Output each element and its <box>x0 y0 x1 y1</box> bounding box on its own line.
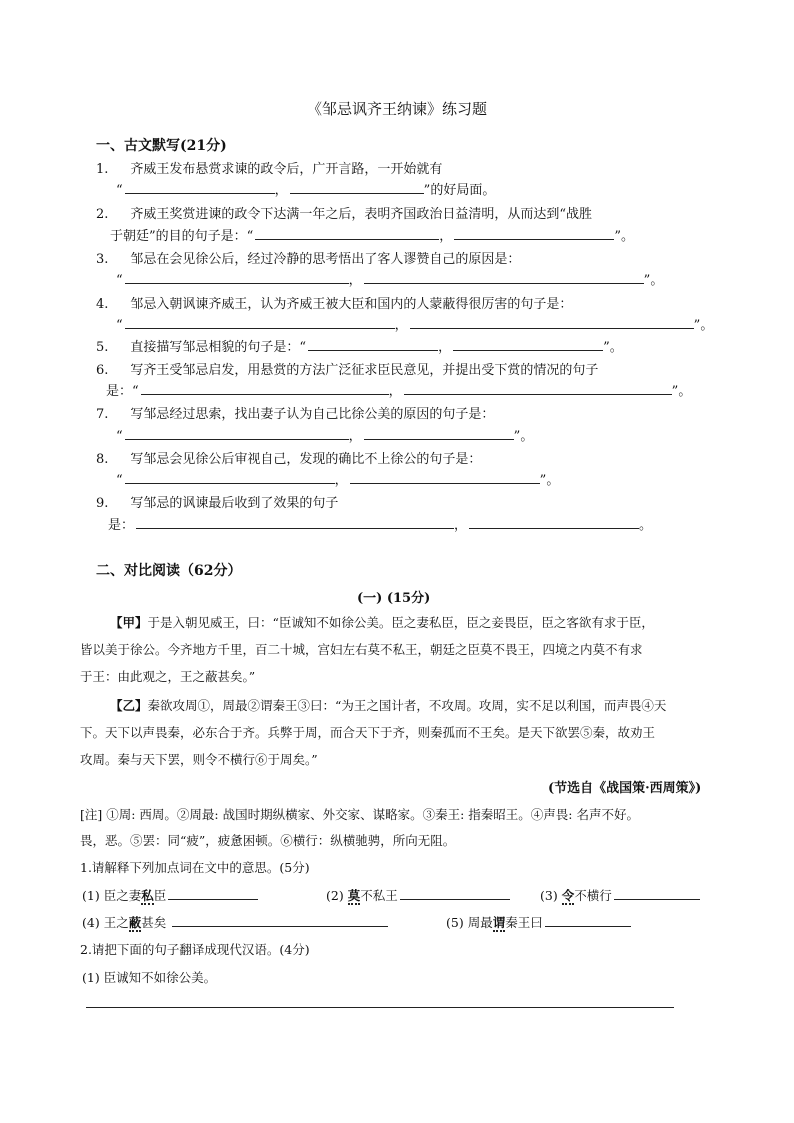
q7-line2: “ ， ”。 <box>116 425 533 444</box>
q6-line1: 6. 写齐王受邹忌启发，用悬赏的方法广泛征求臣民意见，并提出受下赏的情况的句子 <box>96 363 599 378</box>
q4-line2: “ ， ”。 <box>116 314 713 333</box>
answer-blank[interactable] <box>125 269 349 284</box>
q5-line1: 5. 直接描写邹忌相貌的句子是：“ ， ”。 <box>96 336 623 355</box>
passage-jia-line3: 于王：由此观之，王之蔽甚矣。” <box>80 669 256 684</box>
subsection-heading: (一) (15分) <box>357 591 431 606</box>
q2-line2: 于朝廷”的目的句子是：“ ， ”。 <box>110 225 634 244</box>
passage-jia-line1: 【甲】于是入朝见威王，曰：“臣诚知不如徐公美。臣之妻私臣，臣之妾畏臣，臣之客欲有求于臣， <box>110 615 654 630</box>
answer-blank[interactable] <box>141 380 389 395</box>
vocab-item-5: (5) 周最谓秦王曰 <box>446 912 631 931</box>
q3-line1: 3. 邹忌在会见徐公后，经过冷静的思考悟出了客人谬赞自己的原因是： <box>96 252 521 267</box>
answer-blank[interactable] <box>614 885 700 900</box>
section2-heading: 二、对比阅读（62分） <box>96 563 242 579</box>
q2-line1: 2. 齐威王奖赏进谏的政令下达满一年之后，表明齐国政治日益清明，从而达到“战胜 <box>96 207 593 222</box>
notes-line2: 畏，恶。⑤罢：同“疲”，疲惫困顿。⑥横行：纵横驰骋，所向无阻。 <box>80 833 456 848</box>
source-citation: (节选自《战国策·西周策》) <box>548 781 702 796</box>
section1-heading: 一、古文默写(21分) <box>96 138 227 154</box>
answer-blank[interactable] <box>136 514 454 529</box>
answer-blank[interactable] <box>545 912 631 927</box>
answer-blank[interactable] <box>172 912 388 927</box>
answer-blank[interactable] <box>400 885 510 900</box>
q3-line2: “ ， ”。 <box>116 269 663 288</box>
answer-blank[interactable] <box>364 425 514 440</box>
q9-line1: 9. 写邹忌的讽谏最后收到了效果的句子 <box>96 496 339 511</box>
q4-line1: 4. 邹忌入朝讽谏齐威王，认为齐威王被大臣和国内的人蒙蔽得很厉害的句子是： <box>96 297 573 312</box>
notes-line1: [注] ①周: 西周。②周最: 战国时期纵横家、外交家、谋略家。③秦王: 指秦昭王。④声畏: 名声不好。 <box>80 807 639 822</box>
answer-blank[interactable] <box>125 179 275 194</box>
q9-line2: 是： ， 。 <box>108 514 652 533</box>
answer-blank[interactable] <box>350 469 540 484</box>
answer-blank[interactable] <box>453 336 603 351</box>
question2-prompt: 2.请把下面的句子翻译成现代汉语。(4分) <box>80 942 310 957</box>
translation-item-1: (1) 臣诚知不如徐公美。 <box>82 970 217 985</box>
vocab-item-3: (3) 令不横行 <box>540 885 700 904</box>
vocab-item-2: (2) 莫不私王 <box>326 885 510 904</box>
answer-blank[interactable] <box>125 469 335 484</box>
question1-prompt: 1.请解释下列加点词在文中的意思。(5分) <box>80 860 310 875</box>
answer-blank[interactable] <box>168 885 258 900</box>
vocab-item-4: (4) 王之蔽甚矣 <box>82 912 388 931</box>
q7-line1: 7. 写邹忌经过思索，找出妻子认为自己比徐公美的原因的句子是： <box>96 407 495 422</box>
answer-blank[interactable] <box>290 179 424 194</box>
vocab-item-1: (1) 臣之妻私臣 <box>82 885 258 904</box>
translation-answer-line[interactable] <box>86 1007 674 1008</box>
passage-jia-line2: 皆以美于徐公。今齐地方千里，百二十城，宫妇左右莫不私王，朝廷之臣莫不畏王，四境之内莫不有求 <box>80 642 643 657</box>
page-title: 《邹忌讽齐王纳谏》练习题 <box>306 100 487 118</box>
answer-blank[interactable] <box>410 314 694 329</box>
passage-yi-line2: 下。天下以声畏秦，必东合于齐。兵弊于周，而合天下于齐，则秦孤而不王矣。是天下欲罢⑤秦，故劝王 <box>80 725 656 740</box>
answer-blank[interactable] <box>308 336 438 351</box>
answer-blank[interactable] <box>125 425 349 440</box>
passage-yi-line3: 攻周。秦与天下罢，则令不横行⑥于周矣。” <box>80 752 318 767</box>
answer-blank[interactable] <box>469 514 639 529</box>
answer-blank[interactable] <box>125 314 395 329</box>
q1-line1: 1. 齐威王发布悬赏求谏的政令后，广开言路，一开始就有 <box>96 162 443 177</box>
q1-line2: “ ， ”的好局面。 <box>116 179 495 198</box>
answer-blank[interactable] <box>454 225 614 240</box>
q6-line2: 是：“ ， ”。 <box>106 380 691 399</box>
answer-blank[interactable] <box>404 380 672 395</box>
answer-blank[interactable] <box>364 269 644 284</box>
passage-yi-line1: 【乙】秦欲攻周①，周最②谓秦王③曰：“为王之国计者，不攻周。攻周，实不足以利国，而声畏④天 <box>110 698 667 713</box>
answer-blank[interactable] <box>255 225 439 240</box>
q8-line1: 8. 写邹忌会见徐公后审视自己，发现的确比不上徐公的句子是： <box>96 452 482 467</box>
q8-line2: “ ， ”。 <box>116 469 559 488</box>
